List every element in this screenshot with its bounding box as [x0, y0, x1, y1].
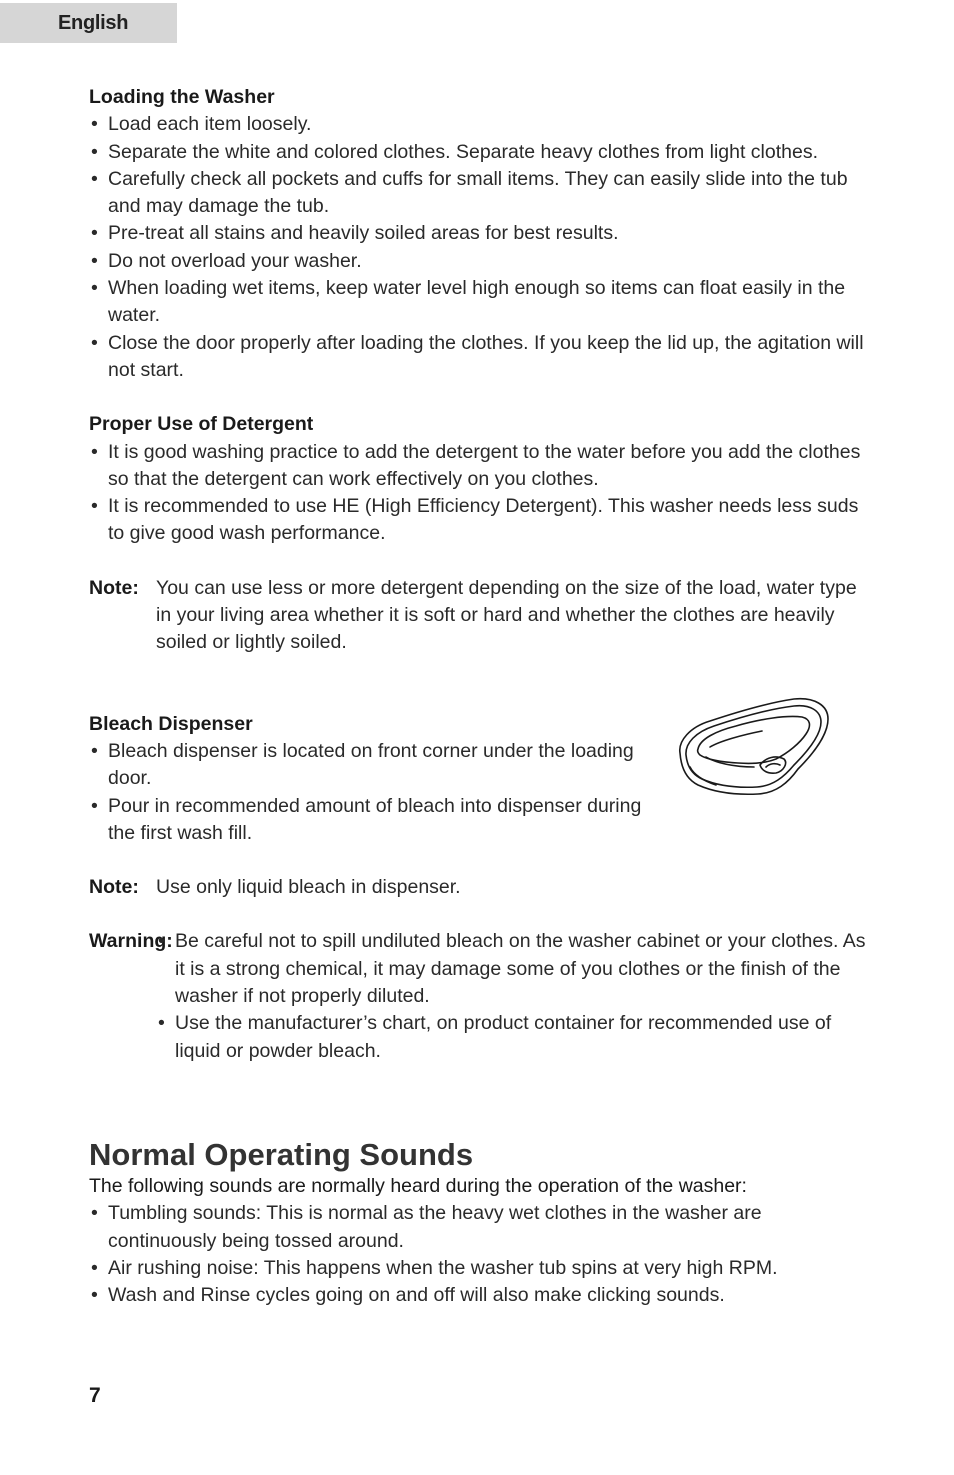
note-text: Use only liquid bleach in dispenser. — [156, 876, 461, 899]
note-text: You can use less or more detergent depending on the size of the load, water type in your living area whether it is soft or hard and whether the clothes are heavily soiled or lightly soiled. — [156, 576, 857, 654]
list-item: • Use the manufacturer’s chart, on product container for recommended use of liquid or powder bleach. — [156, 1010, 869, 1065]
list-item: • Load each item loosely. — [89, 111, 869, 138]
note-label: Note: — [89, 576, 139, 599]
detergent-list — [89, 439, 869, 548]
bleach-heading: Bleach Dispenser — [89, 712, 253, 735]
bleach-dispenser-illustration — [676, 697, 832, 799]
bleach-warning — [89, 928, 869, 1064]
list-item: • Close the door properly after loading the clothes. If you keep the lid up, the agitation will not start. — [89, 330, 869, 385]
list-item: • Carefully check all pockets and cuffs for small items. They can easily slide into the tub and may damage the tub. — [89, 166, 869, 221]
language-tab: English — [0, 3, 177, 43]
list-item: • Be careful not to spill undiluted bleach on the washer cabinet or your clothes. As it is a strong chemical, it may damage some of you clothes or the finish of the washer if not properly diluted. — [156, 928, 869, 1010]
loading-heading: Loading the Washer — [89, 86, 275, 108]
warning-list — [156, 928, 869, 1064]
list-item: • Do not overload your washer. — [89, 248, 869, 275]
sounds-list — [89, 1200, 869, 1309]
bleach-section — [89, 711, 869, 847]
page-content — [89, 84, 869, 1309]
detergent-heading: Proper Use of Detergent — [89, 413, 314, 436]
list-item: • It is recommended to use HE (High Efficiency Detergent). This washer needs less suds to give good wash performance. — [89, 493, 869, 548]
sounds-intro: The following sounds are normally heard during the operation of the washer: — [89, 1174, 747, 1197]
loading-list — [89, 111, 869, 384]
bleach-list — [89, 738, 649, 847]
warning-label: Warning: — [89, 930, 173, 953]
note-label: Note: — [89, 876, 139, 899]
bleach-note — [89, 874, 869, 901]
sounds-heading: Normal Operating Sounds — [89, 1136, 474, 1172]
list-item: • Pour in recommended amount of bleach into dispenser during the first wash fill. — [89, 793, 649, 848]
list-item: • Air rushing noise: This happens when the washer tub spins at very high RPM. — [89, 1255, 869, 1282]
list-item: • Tumbling sounds: This is normal as the heavy wet clothes in the washer are continuously being tossed around. — [89, 1200, 869, 1255]
list-item: • Pre-treat all stains and heavily soiled areas for best results. — [89, 220, 869, 247]
list-item: • Separate the white and colored clothes. Separate heavy clothes from light clothes. — [89, 139, 869, 166]
list-item: • Bleach dispenser is located on front corner under the loading door. — [89, 738, 649, 793]
detergent-note — [89, 575, 869, 657]
list-item: • When loading wet items, keep water level high enough so items can float easily in the water. — [89, 275, 869, 330]
page-number: 7 — [89, 1384, 101, 1407]
list-item: • It is good washing practice to add the detergent to the water before you add the clothes so that the detergent can work effectively on you clothes. — [89, 439, 869, 494]
list-item: • Wash and Rinse cycles going on and off will also make clicking sounds. — [89, 1282, 869, 1309]
